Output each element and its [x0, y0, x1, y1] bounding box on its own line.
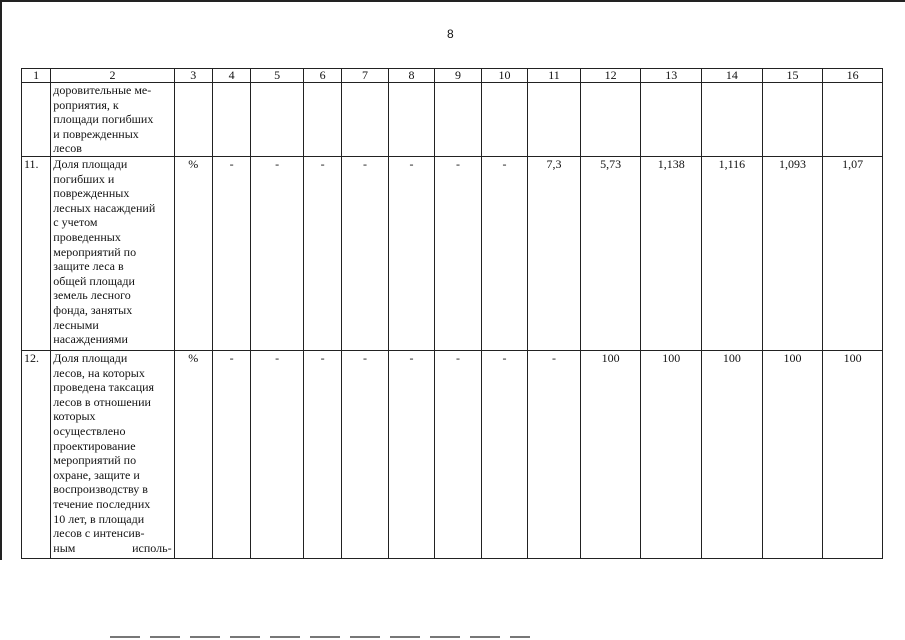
row-number	[22, 83, 51, 157]
value-cell: -	[212, 350, 250, 558]
value-cell	[342, 83, 388, 157]
column-header-9: 9	[435, 69, 481, 83]
value-cell	[762, 83, 823, 157]
page-top-border	[0, 0, 905, 2]
value-cell	[212, 83, 250, 157]
value-cell: -	[342, 350, 388, 558]
indicator-name	[51, 350, 174, 558]
value-cell: 100	[641, 350, 702, 558]
value-cell: -	[251, 350, 304, 558]
value-cell: 7,3	[528, 156, 581, 350]
value-cell: -	[435, 156, 481, 350]
column-header-5: 5	[251, 69, 304, 83]
column-header-6: 6	[303, 69, 341, 83]
value-cell: -	[481, 350, 527, 558]
header-row	[22, 69, 883, 83]
indicator-name	[51, 83, 174, 157]
column-header-14: 14	[702, 69, 763, 83]
value-cell: -	[212, 156, 250, 350]
value-cell: 5,73	[580, 156, 641, 350]
column-header-4: 4	[212, 69, 250, 83]
column-header-12: 12	[580, 69, 641, 83]
column-header-13: 13	[641, 69, 702, 83]
value-cell: -	[303, 350, 341, 558]
unit-cell: %	[174, 156, 212, 350]
table-row	[22, 156, 883, 350]
column-header-16: 16	[823, 69, 883, 83]
indicator-name-text: Доля площади погибших и поврежденных лесных насаждений с учетом проведенных мероприятий по защите леса в общей площади земель лесного фонда, занятых лесными насаждениями	[53, 156, 156, 347]
value-cell	[481, 83, 527, 157]
value-cell: -	[388, 350, 434, 558]
column-header-1: 1	[22, 69, 51, 83]
column-header-7: 7	[342, 69, 388, 83]
column-header-10: 10	[481, 69, 527, 83]
value-cell	[435, 83, 481, 157]
table-row	[22, 350, 883, 558]
unit-cell	[174, 83, 212, 157]
value-cell	[251, 83, 304, 157]
value-cell	[528, 83, 581, 157]
value-cell	[702, 83, 763, 157]
value-cell: 1,138	[641, 156, 702, 350]
value-cell: -	[342, 156, 388, 350]
value-cell	[303, 83, 341, 157]
indicator-name-text: доровительные ме- роприятия, к площади погибших и поврежденных лесов	[53, 83, 154, 156]
value-cell: -	[481, 156, 527, 350]
column-header-11: 11	[528, 69, 581, 83]
row-number: 12.	[22, 350, 51, 558]
value-cell: 1,07	[823, 156, 883, 350]
indicator-name-last-line: ным исполь-	[53, 540, 172, 555]
column-header-15: 15	[762, 69, 823, 83]
value-cell: -	[388, 156, 434, 350]
indicator-name	[51, 156, 174, 350]
value-cell: -	[528, 350, 581, 558]
value-cell: 100	[580, 350, 641, 558]
value-cell: 100	[762, 350, 823, 558]
indicator-name-text: Доля площади лесов, на которых проведена таксация лесов в отношении которых осуществлено проектирование мероприятий по охране, защите и воспроизводству в течение последних 10 лет, в площади лесов с интенсив-	[53, 350, 155, 541]
page-left-border	[0, 0, 2, 560]
value-cell: 100	[823, 350, 883, 558]
value-cell	[388, 83, 434, 157]
value-cell: -	[303, 156, 341, 350]
value-cell: 100	[702, 350, 763, 558]
table-row	[22, 83, 883, 157]
unit-cell: %	[174, 350, 212, 558]
page-bottom-edge	[110, 636, 530, 638]
column-header-2: 2	[51, 69, 174, 83]
value-cell	[580, 83, 641, 157]
value-cell	[641, 83, 702, 157]
column-header-3: 3	[174, 69, 212, 83]
row-number: 11.	[22, 156, 51, 350]
data-table	[21, 68, 883, 559]
value-cell: -	[251, 156, 304, 350]
value-cell: 1,093	[762, 156, 823, 350]
value-cell	[823, 83, 883, 157]
value-cell: -	[435, 350, 481, 558]
column-header-8: 8	[388, 69, 434, 83]
value-cell: 1,116	[702, 156, 763, 350]
page-number: 8	[447, 27, 454, 41]
